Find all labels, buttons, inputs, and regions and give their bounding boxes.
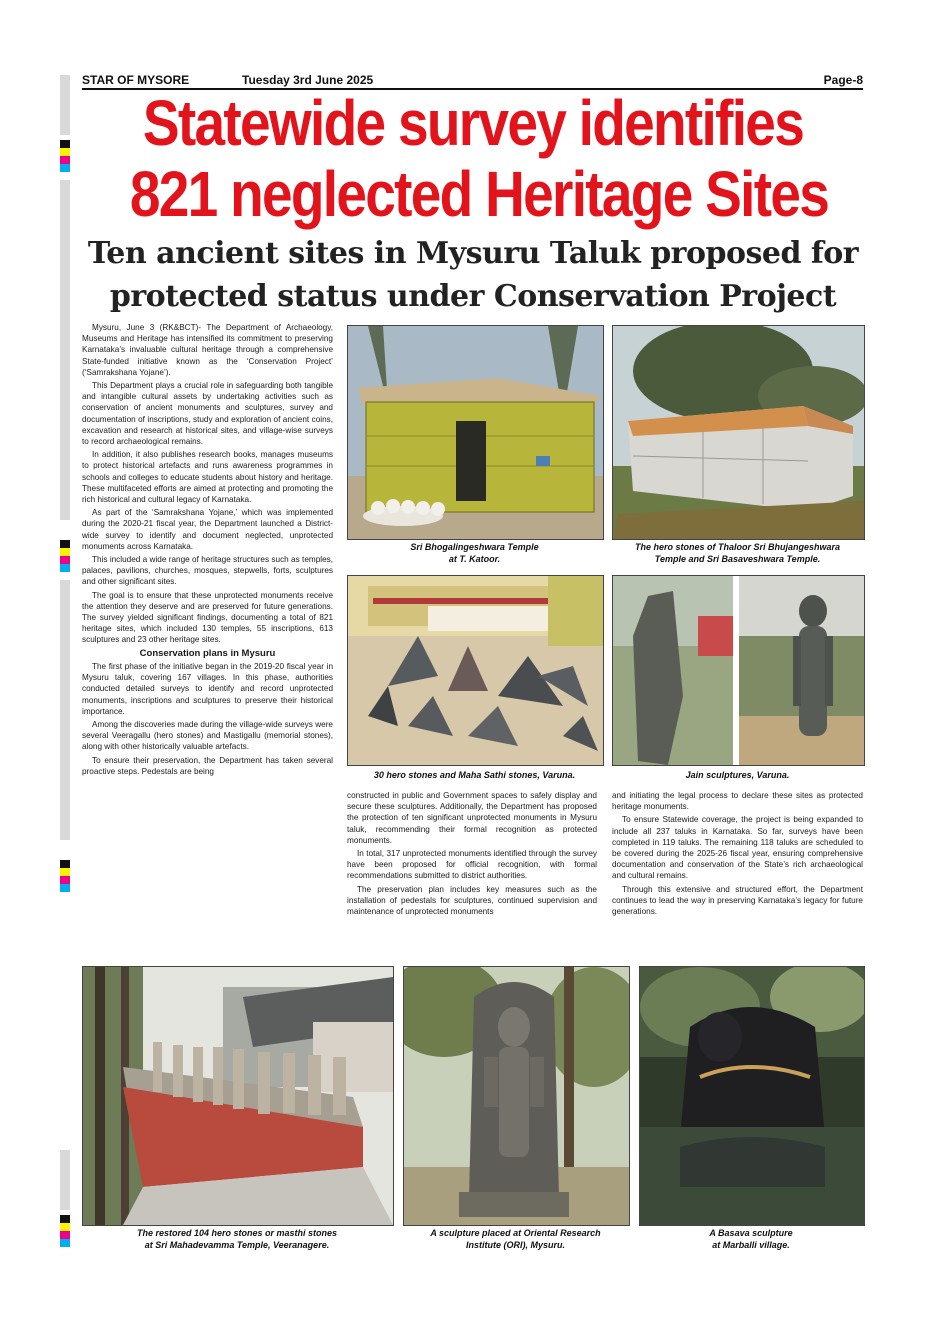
paper-name: STAR OF MYSORE xyxy=(82,73,190,87)
caption-basava xyxy=(639,1227,863,1251)
paragraph: Mysuru, June 3 (RK&BCT)- The Department of Archaeology, Museums and Heritage has intensified its commitment to preserving Karnataka’s invaluable cultural heritage through a comprehensive State-funded initiative known as the ‘Conservation Project’ (‘Samrakshana Yojane’). xyxy=(82,323,333,377)
temple-photo xyxy=(347,325,604,540)
basava-sculpture-photo xyxy=(639,966,865,1226)
paragraph: In addition, it also publishes research books, manages museums to protect historical artefacts and runs awareness programmes in schools and colleges to educate students about history and heritage. These multifaceted efforts are aimed at protecting and promoting the rich historical and cultural legacy of Karnataka. xyxy=(82,450,333,505)
paragraph: To ensure their preservation, the Department has taken several proactive steps. Pedestals are being xyxy=(82,755,333,776)
caption-line: A Basava sculpture xyxy=(709,1228,793,1238)
paragraph: Through this extensive and structured effort, the Department continues to lead the way in preserving Karnataka’s legacy for future generations. xyxy=(612,884,863,917)
headline-line-2: 821 neglected Heritage Sites xyxy=(129,158,829,230)
printer-gutter-top xyxy=(60,75,70,135)
caption-hero-stones xyxy=(608,541,867,565)
caption-line: at Sri Mahadevamma Temple, Veeranagere. xyxy=(144,1240,330,1250)
printer-gutter-bottom xyxy=(60,1150,70,1210)
cmyk-marks-2 xyxy=(60,540,70,572)
paragraph: In total, 317 unprotected monuments identified through the survey have been proposed for official recognition, with formal recommendations submitted to district authorities. xyxy=(347,849,597,881)
article-column-3 xyxy=(612,790,863,919)
caption-line: A sculpture placed at Oriental Research xyxy=(430,1228,601,1238)
cmyk-marks-3 xyxy=(60,860,70,892)
subheadline xyxy=(74,232,872,318)
subheadline-line-2: protected status under Conservation Project xyxy=(109,279,837,314)
paragraph: The first phase of the initiative began in the 2019-20 fiscal year in Mysuru taluk, covering 167 villages. In this phase, authorities conducted detailed surveys to identify and record unprotected monuments, inscriptions and sculptures to preserve their historical importance. xyxy=(82,661,333,716)
paragraph: and initiating the legal process to declare these sites as protected heritage monuments. xyxy=(612,791,863,812)
caption-line: at T. Katoor. xyxy=(448,554,501,564)
article-column-1 xyxy=(82,322,333,779)
headline-line-1: Statewide survey identifies xyxy=(142,87,804,159)
caption-line: Jain sculptures, Varuna. xyxy=(685,770,790,780)
article-column-2 xyxy=(347,790,597,919)
cmyk-marks-1 xyxy=(60,140,70,172)
caption-line: Sri Bhogalingeshwara Temple xyxy=(410,542,539,552)
caption-varuna xyxy=(347,769,602,781)
issue-date: Tuesday 3rd June 2025 xyxy=(242,73,374,87)
caption-line: Institute (ORI), Mysuru. xyxy=(466,1240,565,1250)
caption-line: Temple and Sri Basaveshwara Temple. xyxy=(654,554,821,564)
printer-gutter-mid1 xyxy=(60,180,70,520)
printer-gutter-mid2 xyxy=(60,580,70,840)
caption-line: 30 hero stones and Maha Sathi stones, Varuna. xyxy=(373,770,576,780)
paragraph: To ensure Statewide coverage, the project is being expanded to include all 237 taluks in Karnataka. So far, surveys have been completed in 119 taluks. The remaining 118 taluks are scheduled to be covered during the 2025-26 fiscal year, ensuring comprehensive documentation and conservation of the State’s rich archaeological and cultural remains. xyxy=(612,815,863,881)
paragraph: The goal is to ensure that these unprotected monuments receive the attention they deserve and are preserved for future generations. The survey yielded significant findings, documenting a total of 821 heritage sites, which included 130 temples, 55 inscriptions, 613 sculptures and 23 other heritage sites. xyxy=(82,590,333,645)
hero-stones-platform-photo xyxy=(612,325,865,540)
cmyk-marks-4 xyxy=(60,1215,70,1247)
caption-ori xyxy=(403,1227,628,1251)
ori-sculpture-photo xyxy=(403,966,630,1226)
subheadline-line-1: Ten ancient sites in Mysuru Taluk proposed for xyxy=(87,236,859,271)
caption-line: The hero stones of Thaloor Sri Bhujangeshwara xyxy=(634,542,841,552)
section-subhead: Conservation plans in Mysuru xyxy=(139,647,276,659)
paragraph: This included a wide range of heritage structures such as temples, palaces, pavilions, churches, mosques, stepwells, forts, sculptures and other significant sites. xyxy=(82,555,333,587)
caption-restored xyxy=(82,1227,392,1251)
caption-jain xyxy=(612,769,863,781)
headline xyxy=(129,87,829,230)
paragraph: This Department plays a crucial role in safeguarding both tangible and intangible cultural assets by undertaking activities such as conservation of ancient monuments and sculptures, survey and documentation of inscriptions, study and exploration of ancient coins, excavation and research at historical sites, and village-wise surveys to record archaeological remains. xyxy=(82,381,333,447)
paragraph: constructed in public and Government spaces to safely display and secure these sculptures. Additionally, the Department has proposed the protection of ten significant unprotected monuments in Mysuru taluk, recommending their formal recognition as protected monuments. xyxy=(347,791,597,845)
paragraph: Among the discoveries made during the village-wide surveys were several Veeragallu (hero stones) and Mastigallu (memorial stones), along with other historically valuable artefacts. xyxy=(82,719,333,752)
paragraph: The preservation plan includes key measures such as the installation of pedestals for sculptures, continued supervision and maintenance of unprotected monuments xyxy=(347,884,597,917)
caption-temple xyxy=(347,541,602,565)
caption-line: The restored 104 hero stones or masthi stones xyxy=(136,1228,338,1238)
caption-line: at Marballi village. xyxy=(712,1240,790,1250)
restored-hero-stones-photo xyxy=(82,966,394,1226)
varuna-stones-photo xyxy=(347,575,604,766)
jain-sculptures-photo xyxy=(612,575,865,766)
paragraph: As part of the ‘Samrakshana Yojane,’ which was implemented during the 2020-21 fiscal year, the Department launched a District-wide survey to identify and document neglected, unprotected monuments across Karnataka. xyxy=(82,508,333,551)
page-number: Page-8 xyxy=(823,73,863,87)
